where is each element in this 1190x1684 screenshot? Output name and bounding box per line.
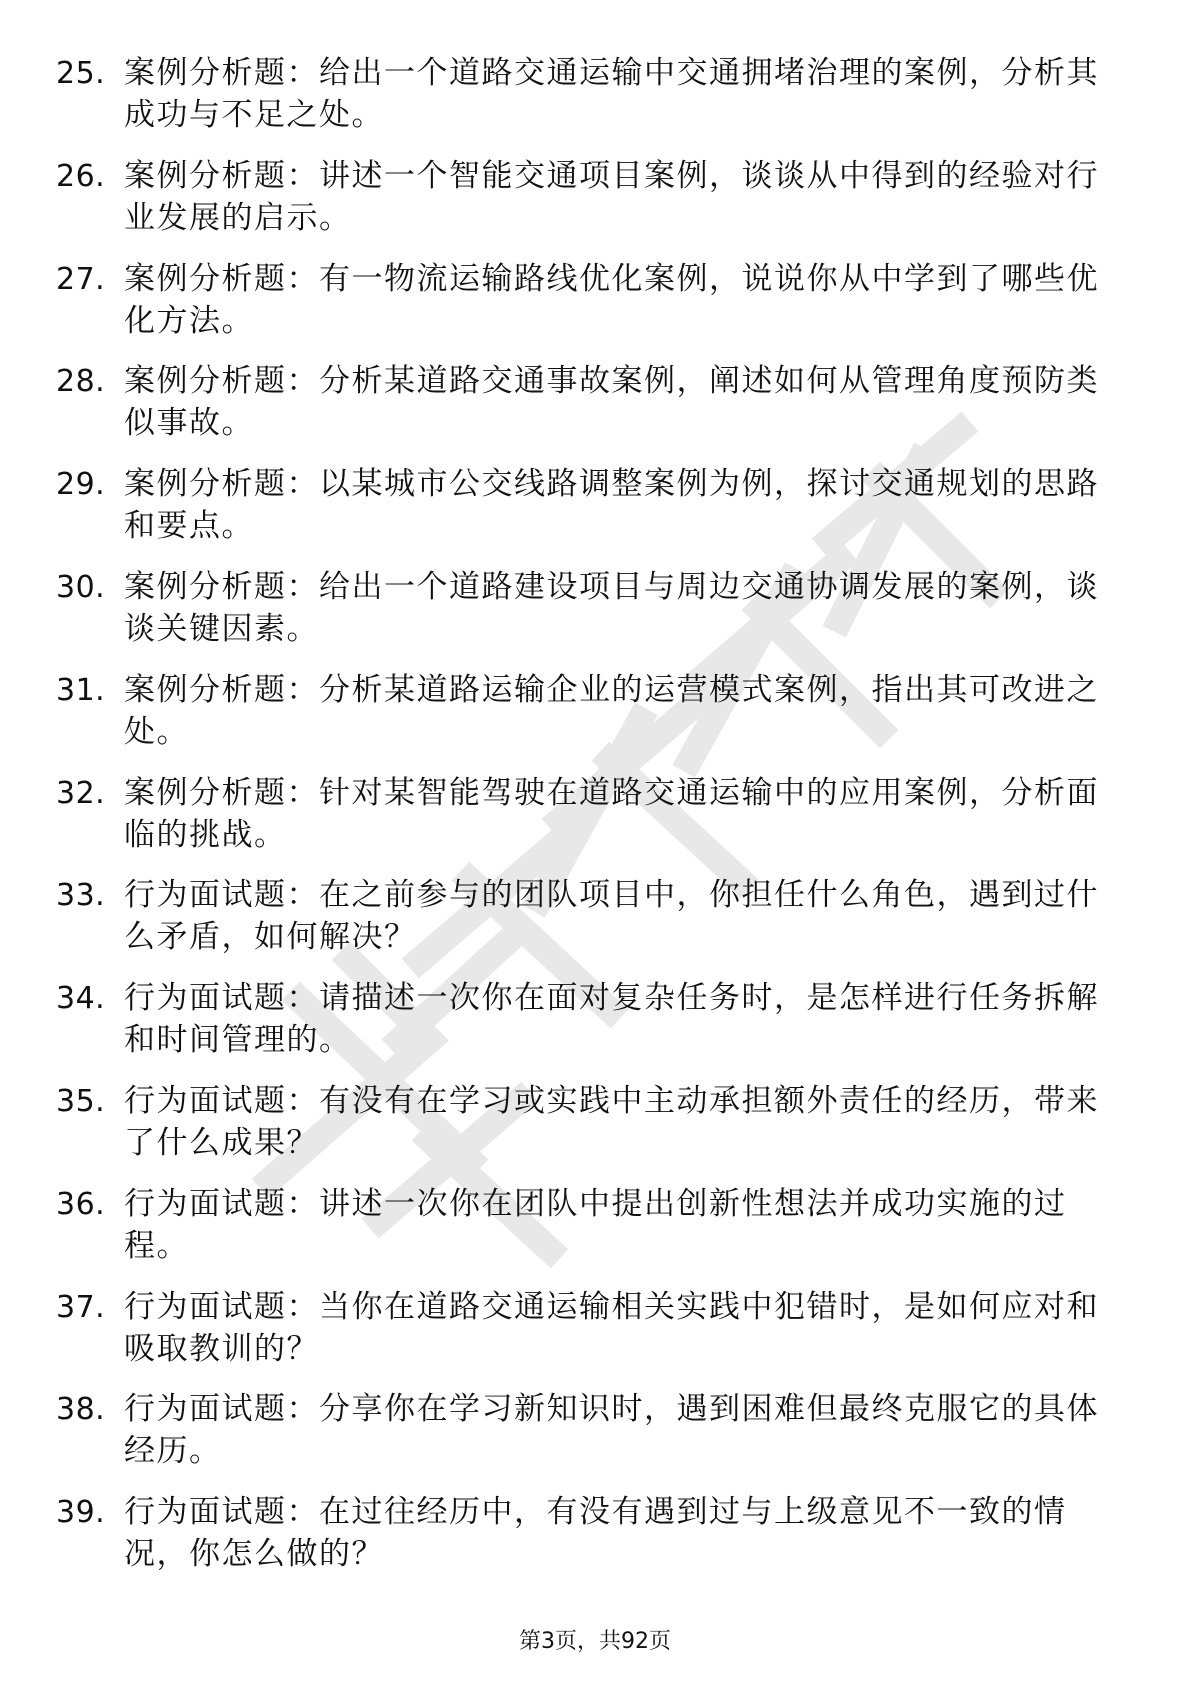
question-number: 25. <box>56 56 106 91</box>
question-number: 30. <box>56 569 106 605</box>
question-text: 案例分析题：针对某智能驾驶在道路交通运输中的应用案例，分析面临的挑战。 <box>124 774 1099 853</box>
question-number: 39. <box>56 1495 106 1531</box>
question-text: 行为面试题：在之前参与的团队项目中，你担任什么角色，遇到过什么矛盾，如何解决？ <box>124 877 1099 956</box>
question-item <box>0 1080 1190 1183</box>
question-text: 案例分析题：分析某道路运输企业的运营模式案例，指出其可改进之处。 <box>124 671 1099 750</box>
question-text: 案例分析题：分析某道路交通事故案例，阐述如何从管理角度预防类似事故。 <box>124 363 1099 442</box>
question-number: 28. <box>56 364 106 400</box>
question-item <box>0 874 1190 977</box>
page-footer <box>0 1627 1190 1657</box>
question-number: 31. <box>56 672 106 708</box>
question-number: 26. <box>56 158 106 194</box>
question-text: 案例分析题：给出一个道路建设项目与周边交通协调发展的案例，谈谈关键因素。 <box>124 568 1099 647</box>
page-number-label: 第3页，共92页 <box>519 1629 671 1654</box>
question-text: 行为面试题：分享你在学习新知识时，遇到困难但最终克服它的具体经历。 <box>124 1391 1099 1470</box>
question-item <box>0 566 1190 669</box>
question-item <box>0 258 1190 361</box>
question-number: 34. <box>56 981 106 1017</box>
question-item <box>0 1286 1190 1389</box>
question-number: 38. <box>56 1392 106 1428</box>
question-text: 行为面试题：在过往经历中，有没有遇到过与上级意见不一致的情况，你怎么做的？ <box>124 1494 1067 1573</box>
question-text: 行为面试题：有没有在学习或实践中主动承担额外责任的经历，带来了什么成果？ <box>124 1082 1099 1161</box>
question-item <box>0 52 1190 155</box>
question-number: 35. <box>56 1083 106 1119</box>
question-text: 案例分析题：给出一个道路交通运输中交通拥堵治理的案例，分析其成功与不足之处。 <box>124 55 1099 133</box>
question-number: 37. <box>56 1289 106 1325</box>
question-item <box>0 977 1190 1080</box>
question-text: 案例分析题：有一物流运输路线优化案例，说说你从中学到了哪些优化方法。 <box>124 260 1099 339</box>
question-text: 行为面试题：请描述一次你在面对复杂任务时，是怎样进行任务拆解和时间管理的。 <box>124 980 1099 1059</box>
question-item <box>0 1491 1190 1594</box>
question-number: 33. <box>56 878 106 914</box>
question-item <box>0 1183 1190 1286</box>
question-number: 32. <box>56 775 106 811</box>
question-item <box>0 772 1190 875</box>
question-number: 27. <box>56 261 106 297</box>
question-number: 29. <box>56 467 106 503</box>
question-number: 36. <box>56 1186 106 1222</box>
question-item <box>0 1388 1190 1491</box>
question-item <box>0 463 1190 566</box>
question-item <box>0 669 1190 772</box>
question-list <box>0 52 1190 1594</box>
question-text: 案例分析题：以某城市公交线路调整案例为例，探讨交通规划的思路和要点。 <box>124 466 1099 545</box>
question-item <box>0 155 1190 258</box>
question-text: 行为面试题：当你在道路交通运输相关实践中犯错时，是如何应对和吸取教训的？ <box>124 1288 1099 1367</box>
question-text: 行为面试题：讲述一次你在团队中提出创新性想法并成功实施的过程。 <box>124 1185 1067 1264</box>
question-text: 案例分析题：讲述一个智能交通项目案例，谈谈从中得到的经验对行业发展的启示。 <box>124 157 1099 236</box>
question-item <box>0 360 1190 463</box>
